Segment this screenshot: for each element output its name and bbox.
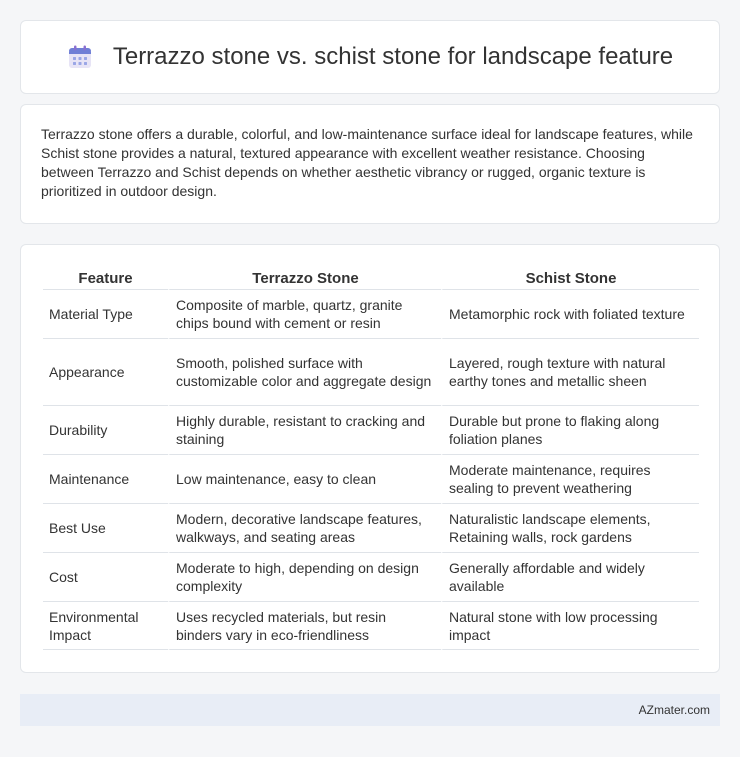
row-schist: Natural stone with low processing impact: [441, 601, 699, 650]
table-row: [43, 405, 699, 454]
row-schist: Moderate maintenance, requires sealing to prevent weathering: [441, 454, 699, 503]
title-card: [20, 20, 720, 94]
header-terrazzo: Terrazzo Stone: [168, 265, 441, 289]
row-terrazzo: Uses recycled materials, but resin binders vary in eco-friendliness: [168, 601, 441, 650]
header-feature: Feature: [78, 270, 133, 287]
row-feature: Best Use: [43, 503, 168, 552]
comparison-card: [20, 244, 720, 673]
table-row: [43, 503, 699, 552]
row-schist: Naturalistic landscape elements, Retaining walls, rock gardens: [441, 503, 699, 552]
intro-paragraph: Terrazzo stone offers a durable, colorful, and low-maintenance surface ideal for landscape features, while Schist stone provides a natural, textured appearance with excellent weather resistance. Choosing between Terrazzo and Schist depends on whether aesthetic vibrancy or rugged, organic texture is prioritized in outdoor design.: [41, 126, 693, 199]
row-terrazzo: Smooth, polished surface with customizable color and aggregate design: [168, 338, 441, 405]
calendar-icon: [67, 44, 93, 70]
row-terrazzo: Low maintenance, easy to clean: [168, 454, 441, 503]
row-feature: Maintenance: [43, 454, 168, 503]
comparison-table: [43, 265, 699, 650]
table-row: [43, 338, 699, 405]
row-feature: Cost: [43, 552, 168, 601]
footer-site-label: AZmater.com: [638, 703, 710, 717]
row-schist: Metamorphic rock with foliated texture: [441, 289, 699, 338]
row-feature: Environmental Impact: [43, 601, 168, 650]
row-terrazzo: Composite of marble, quartz, granite chips bound with cement or resin: [168, 289, 441, 338]
intro-card: [20, 104, 720, 224]
header-schist: Schist Stone: [441, 265, 699, 289]
table-row: [43, 454, 699, 503]
row-terrazzo: Highly durable, resistant to cracking and staining: [168, 405, 441, 454]
row-schist: Layered, rough texture with natural earthy tones and metallic sheen: [441, 338, 699, 405]
page-title: Terrazzo stone vs. schist stone for landscape feature: [112, 43, 674, 70]
row-feature: Durability: [43, 405, 168, 454]
row-terrazzo: Moderate to high, depending on design complexity: [168, 552, 441, 601]
row-schist: Generally affordable and widely available: [441, 552, 699, 601]
table-header-row: [43, 265, 699, 289]
row-terrazzo: Modern, decorative landscape features, walkways, and seating areas: [168, 503, 441, 552]
row-feature: Material Type: [43, 289, 168, 338]
table-row: [43, 289, 699, 338]
table-row: [43, 552, 699, 601]
row-feature: Appearance: [43, 338, 168, 405]
row-schist: Durable but prone to flaking along foliation planes: [441, 405, 699, 454]
footer-bar: [20, 694, 720, 726]
title-wrap: [67, 43, 673, 71]
table-row: [43, 601, 699, 650]
